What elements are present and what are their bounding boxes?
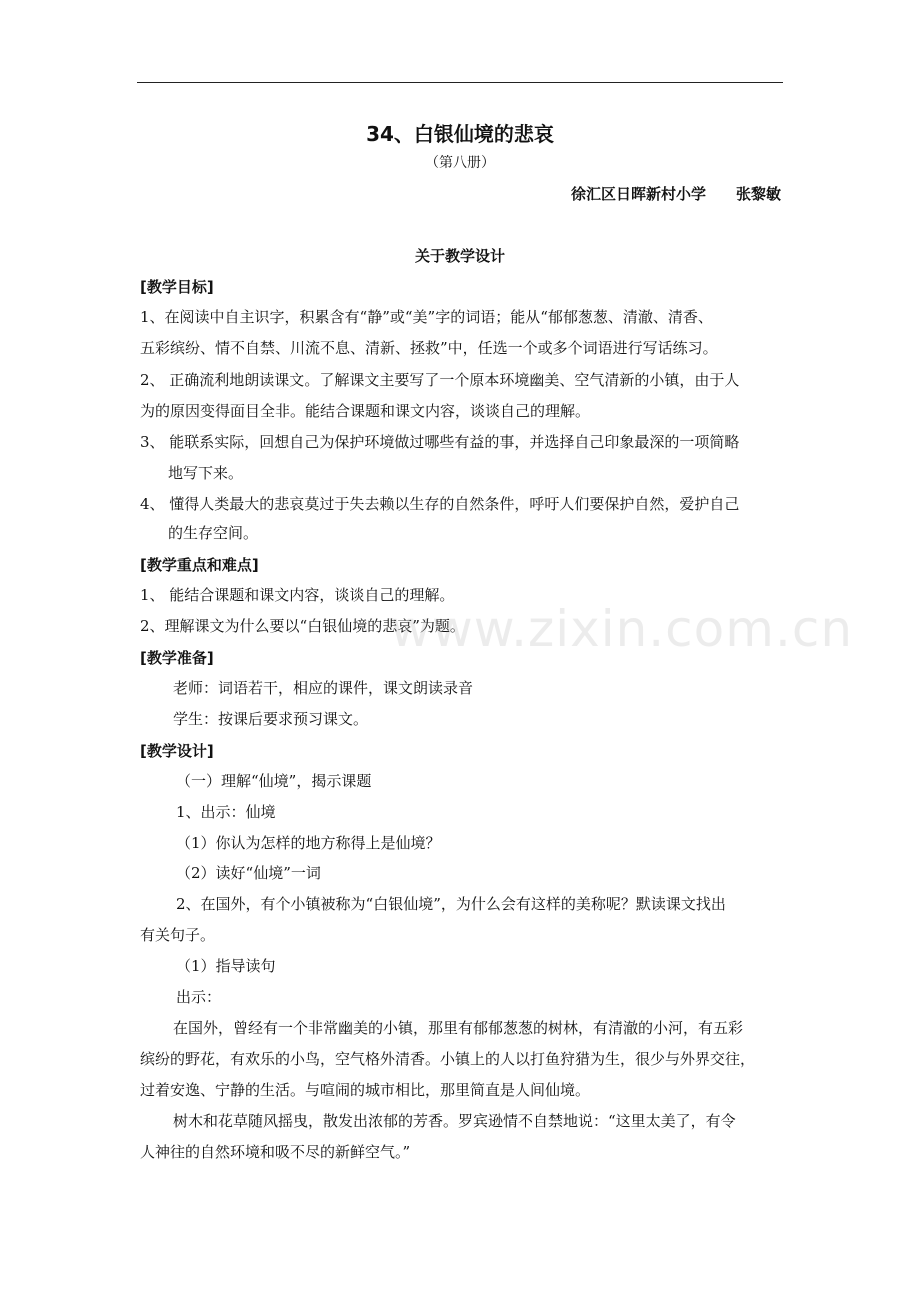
goals-line: 地写下来。	[168, 464, 244, 482]
document-subtitle: （第八册）	[425, 155, 495, 171]
design-line: （1）你认为怎样的地方称得上是仙境？	[176, 834, 441, 852]
key-points-heading: [教学重点和难点]	[140, 556, 259, 574]
school-name: 徐汇区日晖新村小学	[570, 185, 706, 203]
design-line: 缤纷的野花，有欢乐的小鸟，空气格外清香。小镇上的人以打鱼狩猎为生，很少与外界交往，	[140, 1050, 756, 1068]
header-rule	[137, 82, 783, 83]
design-line: 过着安逸、宁静的生活。与喧闹的城市相比，那里简直是人间仙境。	[140, 1081, 591, 1099]
preparation-line: 学生：按课后要求预习课文。	[173, 710, 369, 728]
author-line	[571, 183, 781, 204]
goals-line: 2、 正确流利地朗读课文。了解课文主要写了一个原本环境幽美、空气清新的小镇，由于人	[140, 371, 740, 389]
goals-line: 1、在阅读中自主识字，积累含有“静”或“美”字的词语；能从“郁郁葱葱、清澈、清香、	[140, 308, 713, 326]
preparation-heading: [教学准备]	[140, 649, 214, 667]
goals-line: 五彩缤纷、情不自禁、川流不息、清新、拯救”中，任选一个或多个词语进行写话练习。	[140, 339, 718, 357]
goals-line: 4、 懂得人类最大的悲哀莫过于失去赖以生存的自然条件，呼吁人们要保护自然，爱护自己	[140, 495, 740, 513]
goals-line: 的生存空间。	[168, 524, 259, 542]
document-title: 34、白银仙境的悲哀	[366, 122, 554, 146]
design-line: （2）读好“仙境”一词	[176, 864, 321, 882]
design-line: 树木和花草随风摇曳，散发出浓郁的芳香。罗宾逊情不自禁地说：“这里太美了，有令	[173, 1112, 736, 1130]
design-line: 有关句子。	[140, 926, 216, 944]
design-heading: 关于教学设计	[414, 247, 505, 265]
design-line: （一）理解“仙境”，揭示课题	[176, 772, 372, 790]
preparation-line: 老师：词语若干，相应的课件，课文朗读录音	[173, 679, 474, 697]
goals-line: 3、 能联系实际，回想自己为保护环境做过哪些有益的事，并选择自己印象最深的一项简略	[140, 433, 740, 451]
key-points-line: 1、 能结合课题和课文内容，谈谈自己的理解。	[140, 586, 455, 604]
author-name: 张黎敏	[735, 185, 781, 203]
design-line: 1、出示：仙境	[176, 803, 276, 821]
design-line: 在国外，曾经有一个非常幽美的小镇，那里有郁郁葱葱的树林，有清澈的小河，有五彩	[173, 1019, 744, 1037]
goals-heading: [教学目标]	[140, 278, 214, 296]
design-line: （1）指导读句	[176, 957, 276, 975]
design-section-heading: [教学设计]	[140, 742, 214, 760]
key-points-line: 2、理解课文为什么要以“白银仙境的悲哀”为题。	[140, 617, 465, 635]
design-line: 人神往的自然环境和吸不尽的新鲜空气。”	[140, 1143, 411, 1161]
design-line: 2、在国外，有个小镇被称为“白银仙境”，为什么会有这样的美称呢？默读课文找出	[176, 895, 726, 913]
watermark: www.zixin.com.cn	[390, 600, 854, 658]
design-line: 出示：	[176, 988, 222, 1006]
goals-line: 为的原因变得面目全非。能结合课题和课文内容，谈谈自己的理解。	[140, 402, 591, 420]
